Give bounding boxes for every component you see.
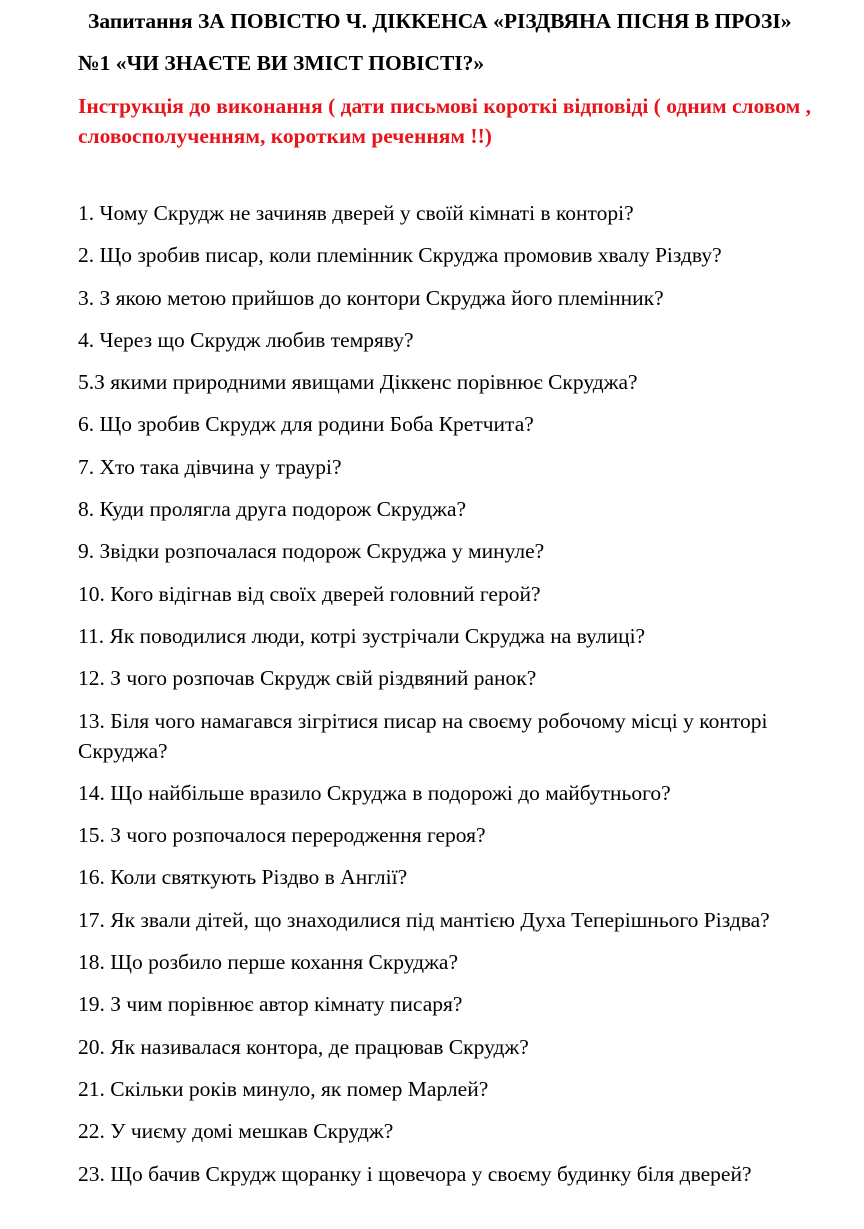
question-item: 23. Що бачив Скрудж щоранку і щовечора у своєму будинку біля дверей?: [78, 1161, 752, 1186]
question-item: 8. Куди пролягла друга подорож Скруджа?: [78, 497, 467, 522]
question-item: 12. З чого розпочав Скрудж свій різдвяний ранок?: [78, 666, 537, 691]
question-item: 5.З якими природними явищами Діккенс порівнює Скруджа?: [78, 370, 638, 395]
question-item: 9. Звідки розпочалася подорож Скруджа у минуле?: [78, 539, 545, 564]
document-title: Запитання ЗА ПОВІСТЮ Ч. ДІККЕНСА «РІЗДВЯНА ПІСНЯ В ПРОЗІ»: [88, 9, 792, 33]
question-item: 3. З якою метою прийшов до контори Скруджа його племінник?: [78, 285, 664, 310]
question-item: 22. У чиєму домі мешкав Скрудж?: [78, 1119, 394, 1144]
question-item: 18. Що розбило перше кохання Скруджа?: [78, 950, 459, 975]
question-item: 20. Як називалася контора, де працював Скрудж?: [78, 1034, 529, 1059]
question-list: [78, 198, 848, 1201]
question-item: 17. Як звали дітей, що знаходилися під мантією Духа Теперішнього Різдва?: [78, 907, 770, 932]
document-subtitle: №1 «ЧИ ЗНАЄТЕ ВИ ЗМІСТ ПОВІСТІ?»: [78, 51, 485, 75]
question-item: 2. Що зробив писар, коли племінник Скруджа промовив хвалу Різдву?: [78, 243, 722, 268]
question-item: 21. Скільки років минуло, як помер Марлей?: [78, 1076, 489, 1101]
instruction-text: Інструкція до виконання ( дати письмові короткі відповіді ( одним словом , словосполученням, коротким реченням !!): [78, 94, 812, 148]
question-item: 1. Чому Скрудж не зачиняв дверей у своїй кімнаті в конторі?: [78, 201, 634, 225]
question-item: 19. З чим порівнює автор кімнату писаря?: [78, 992, 463, 1017]
question-item: 13. Біля чого намагався зігрітися писар на своєму робочому місці у конторі Скруджа?: [78, 708, 768, 763]
question-item: 11. Як поводилися люди, котрі зустрічали Скруджа на вулиці?: [78, 623, 646, 648]
question-item: 16. Коли святкують Різдво в Англії?: [78, 865, 408, 890]
question-item: 7. Хто така дівчина у траурі?: [78, 454, 342, 479]
question-item: 15. З чого розпочалося переродження героя?: [78, 823, 486, 848]
question-item: 14. Що найбільше вразило Скруджа в подорожі до майбутнього?: [78, 780, 671, 805]
question-item: 4. Через що Скрудж любив темряву?: [78, 327, 414, 352]
question-item: 10. Кого відігнав від своїх дверей головний герой?: [78, 581, 541, 606]
question-item: 6. Що зробив Скрудж для родини Боба Кретчита?: [78, 412, 534, 437]
